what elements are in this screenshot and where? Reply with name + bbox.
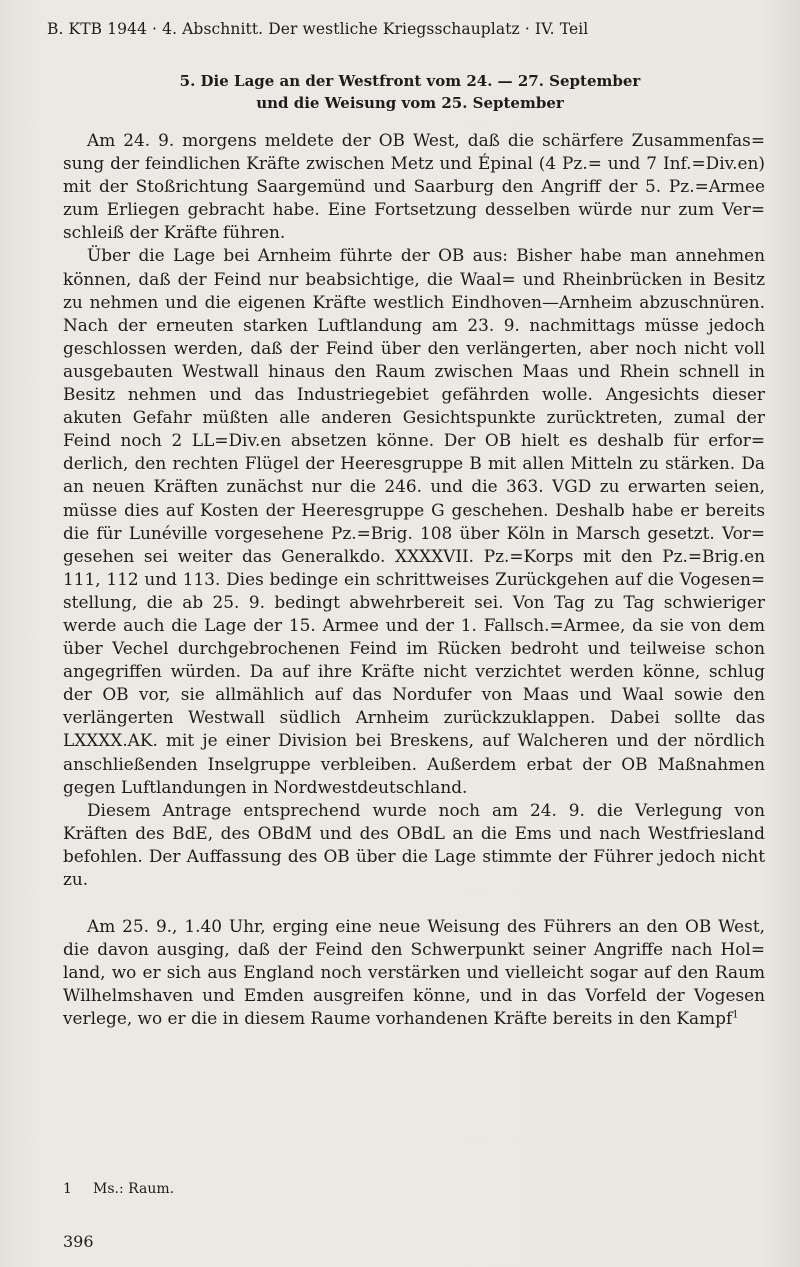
paragraph: Über die Lage bei Arnheim führte der OB aus: Bisher habe man annehmen können, daß der Feind nur beabsichtige, die Waal= und Rheinbrücken in Besitz zu nehmen und die eigenen Kräfte westlich Eindhoven—Arnheim abzuschnüren. Nach der erneuten starken Luftlandung am 23. 9. nachmittags müsse jedoch geschlossen werden, daß der Feind über den verlängerten, aber noch nicht voll ausgebauten Westwall hinaus den Raum zwischen Maas und Rhein schnell in Besitz nehmen und das Industriegebiet gefährden wolle. Angesichts dieser akuten Gefahr müßten alle anderen Gesichtspunkte zurücktreten, zumal der Feind noch 2 LL=Div.en absetzen könne. Der OB hielt es deshalb für erfor= derlich, den rechten Flügel der Heeresgruppe B mit allen Mitteln zu stärken. Da an neuen Kräften zunächst nur die 246. und die 363. VGD zu erwarten seien, müsse dies auf Kosten der Heeresgruppe G geschehen. Deshalb habe er bereits die für Lunéville vorgesehene Pz.=Brig. 108 über Köln in Marsch gesetzt. Vor= gesehen sei weiter das Generalkdo. XXXXVII. Pz.=Korps mit den Pz.=Brig.en 111, 112 und 113. Dies bedinge ein schrittweises Zurückgehen auf die Vogesen= stellung, die ab 25. 9. bedingt abwehrbereit sei. Von Tag zu Tag schwieriger werde auch die Lage der 15. Armee und der 1. Fallsch.=Armee, da sie von dem über Vechel durchgebrochenen Feind im Rücken bedroht und teilweise schon angegriffen würden. Da auf ihre Kräfte nicht verzichtet werden könne, schlug der OB vor, sie allmählich auf das Nordufer von Maas und Waal sowie den verlängerten Westwall südlich Arnheim zurückzuklappen. Dabei sollte das LXXXX.AK. mit je einer Division bei Breskens, auf Walcheren und der nördlich anschließenden Inselgruppe verbleiben. Außerdem erbat der OB Maßnahmen gegen Luftlandungen in Nordwestdeutschland. [63,245,765,797]
footnote-number: 1 [63,1181,72,1197]
page-number: 396 [63,1232,94,1251]
section-title-line-2: und die Weisung vom 25. September [256,94,564,112]
section-title [60,70,760,114]
paragraph [63,915,765,1030]
section-title-line-1: 5. Die Lage an der Westfront vom 24. — 27. September [179,72,641,90]
footnote-text: Ms.: Raum. [93,1181,175,1197]
footnote-marker: 1 [732,1009,739,1021]
body-text [63,129,765,1031]
footnote [63,1181,763,1197]
running-header: B. KTB 1944 · 4. Abschnitt. Der westliche Kriegsschauplatz · IV. Teil [47,20,589,38]
paragraph-text: Am 25. 9., 1.40 Uhr, erging eine neue Weisung des Führers an den OB West, die davon ausging, daß der Feind den Schwerpunkt seiner Angriffe nach Hol= land, wo er sich aus England noch verstärken und vielleicht sogar auf den Raum Wilhelmshaven und Emden ausgreifen könne, und in das Vorfeld der Vogesen verlege, wo er die in diesem Raume vorhandenen Kräfte bereits in den Kampf [63,916,765,1029]
paragraph: Am 24. 9. morgens meldete der OB West, daß die schärfere Zusammenfas= sung der feindlichen Kräfte zwischen Metz und Épinal (4 Pz.= und 7 Inf.=Div.en) mit der Stoßrichtung Saargemünd und Saarburg den Angriff der 5. Pz.=Armee zum Erliegen gebracht habe. Eine Fortsetzung desselben würde nur zum Ver= schleiß der Kräfte führen. [63,130,765,243]
paragraph: Diesem Antrage entsprechend wurde noch am 24. 9. die Verlegung von Kräften des BdE, des OBdM und des OBdL an die Ems und nach Westfriesland befohlen. Der Auffassung des OB über die Lage stimmte der Führer jedoch nicht zu. [63,799,765,889]
